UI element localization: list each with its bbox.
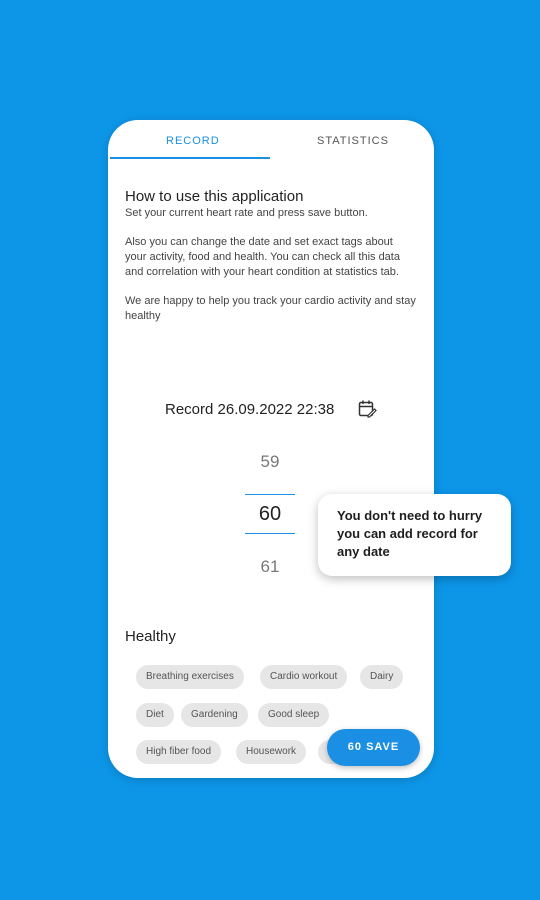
picker-divider-bottom: [245, 533, 295, 534]
calendar-edit-icon[interactable]: [357, 399, 377, 419]
chip-tag[interactable]: Cardio workout: [260, 665, 347, 689]
picker-value-next[interactable]: 61: [260, 557, 280, 576]
tab-bar: [108, 120, 434, 160]
chip-tag[interactable]: Breathing exercises: [136, 665, 244, 689]
chip-tag[interactable]: High fiber food: [136, 740, 221, 764]
hint-tooltip: You don't need to hurry you can add record for any date: [318, 494, 511, 576]
tab-record[interactable]: RECORD: [166, 135, 220, 147]
chip-tag[interactable]: Gardening: [181, 703, 248, 727]
help-paragraph-1: Set your current heart rate and press save button.: [125, 207, 368, 219]
picker-value-prev[interactable]: 59: [260, 452, 280, 471]
picker-value-selected[interactable]: 60: [258, 503, 282, 525]
help-section: [125, 188, 417, 338]
active-tab-indicator: [110, 157, 270, 159]
section-title-healthy: Healthy: [125, 628, 176, 645]
tab-statistics[interactable]: STATISTICS: [317, 135, 389, 147]
help-paragraph-3: We are happy to help you track your cardio activity and stay healthy: [125, 295, 416, 322]
chip-tag[interactable]: Diet: [136, 703, 174, 727]
chip-tag[interactable]: Dairy: [360, 665, 403, 689]
phone-screen: [108, 120, 434, 778]
chip-tag[interactable]: Housework: [236, 740, 306, 764]
help-paragraph-2: Also you can change the date and set exact tags about your activity, food and health. You can check all this data and correlation with your heart condition at statistics tab.: [125, 236, 400, 278]
record-datetime[interactable]: Record 26.09.2022 22:38: [165, 401, 335, 418]
chip-tag[interactable]: Good sleep: [258, 703, 329, 727]
save-button[interactable]: 60 SAVE: [327, 729, 420, 766]
picker-divider-top: [245, 494, 295, 495]
help-title: How to use this application: [125, 188, 304, 205]
